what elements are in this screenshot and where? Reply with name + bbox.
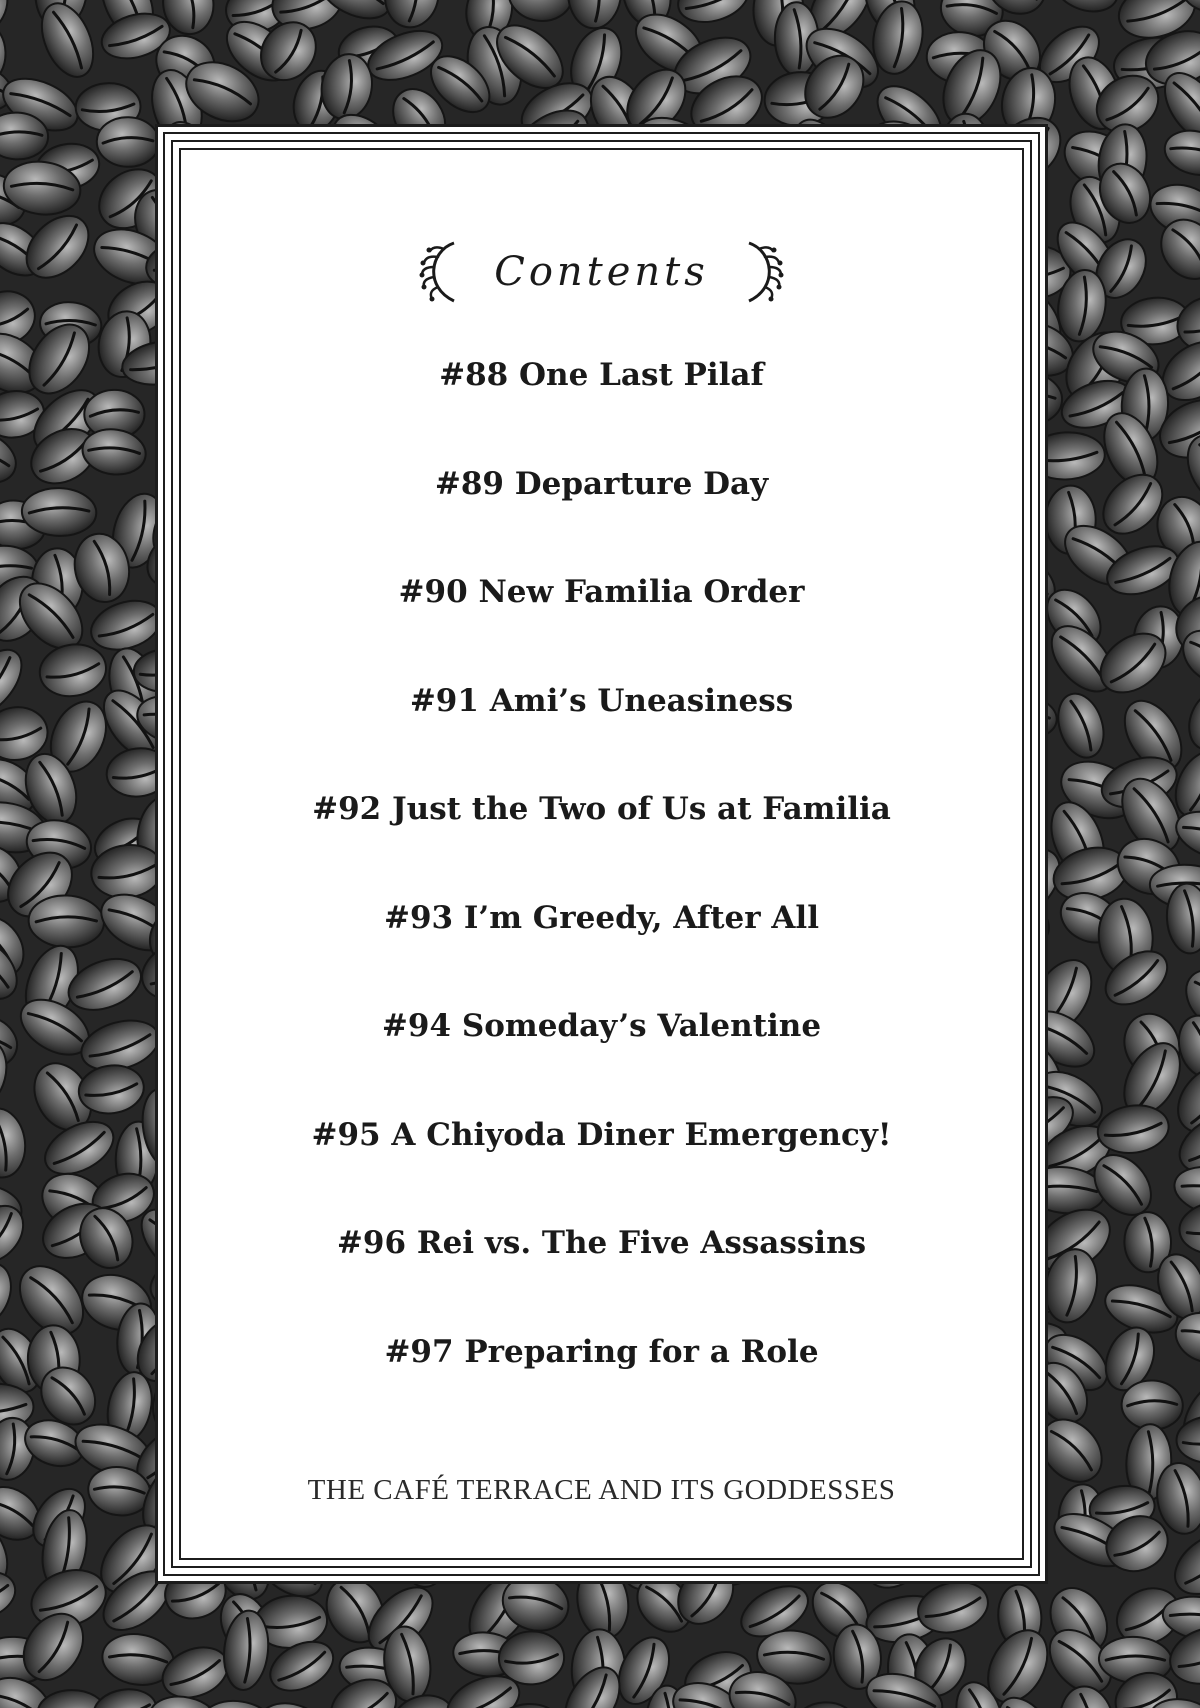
chapter-item[interactable]: #92 Just the Two of Us at Familia: [312, 791, 891, 827]
laurel-flourish-left-icon: [414, 237, 468, 307]
chapter-item[interactable]: #91 Ami’s Uneasiness: [409, 682, 794, 719]
contents-heading: [155, 232, 1048, 312]
contents-title: Contents: [494, 249, 709, 295]
chapter-item[interactable]: #93 I’m Greedy, After All: [384, 899, 819, 936]
laurel-flourish-right-icon: [735, 237, 789, 307]
chapter-item[interactable]: #88 One Last Pilaf: [439, 357, 764, 393]
chapter-item[interactable]: #89 Departure Day: [434, 465, 769, 502]
chapter-item[interactable]: #94 Someday’s Valentine: [381, 1008, 822, 1044]
chapter-item[interactable]: #90 New Familia Order: [398, 574, 805, 610]
chapter-item[interactable]: #96 Rei vs. The Five Assassins: [336, 1225, 867, 1261]
chapter-item[interactable]: #95 A Chiyoda Diner Emergency!: [311, 1116, 892, 1153]
chapter-item[interactable]: #97 Preparing for a Role: [384, 1333, 819, 1370]
contents-panel: [155, 124, 1048, 1584]
series-title: THE CAFÉ TERRACE AND ITS GODDESSES: [307, 1474, 896, 1506]
coffee-bean: [96, 116, 160, 168]
chapter-list: [155, 348, 1048, 1433]
